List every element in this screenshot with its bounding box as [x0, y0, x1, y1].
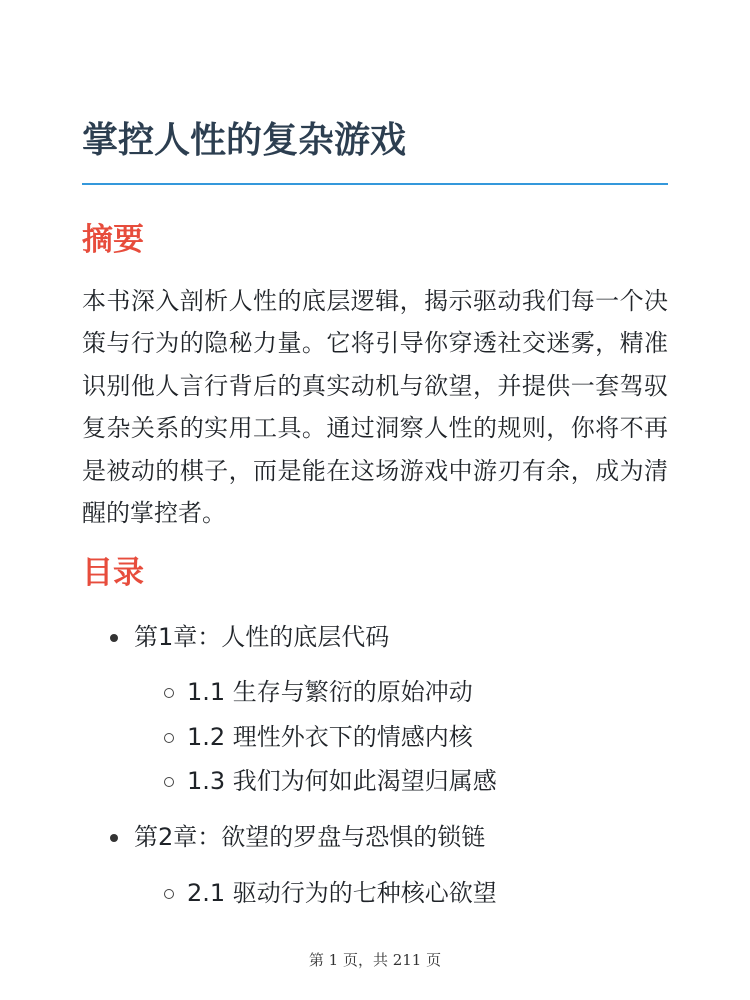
toc-item-label: 1.2 理性外衣下的情感内核	[187, 723, 473, 751]
table-of-contents	[82, 0, 668, 1000]
toc-chapter-item[interactable]	[134, 619, 389, 655]
bullet-circle-icon	[164, 777, 174, 787]
toc-item-label: 第2章：欲望的罗盘与恐惧的锁链	[134, 823, 486, 851]
toc-section-item[interactable]	[187, 875, 497, 911]
toc-item-label: 第1章：人性的底层代码	[134, 623, 390, 651]
bullet-circle-icon	[164, 688, 174, 698]
toc-section-item[interactable]	[187, 763, 497, 799]
toc-item-label: 1.1 生存与繁衍的原始冲动	[187, 678, 473, 706]
bullet-circle-icon	[164, 889, 174, 899]
toc-heading: 目录	[82, 555, 144, 591]
toc-item-label: 1.3 我们为何如此渴望归属感	[187, 767, 497, 795]
bullet-dot-icon	[110, 634, 118, 642]
toc-section-item[interactable]	[187, 719, 473, 755]
bullet-circle-icon	[164, 733, 174, 743]
abstract-heading: 摘要	[82, 222, 144, 258]
toc-section-item[interactable]	[187, 674, 473, 710]
bullet-dot-icon	[110, 834, 118, 842]
toc-item-label: 2.1 驱动行为的七种核心欲望	[187, 879, 497, 907]
document-page	[82, 0, 668, 1000]
toc-chapter-item[interactable]	[134, 819, 485, 855]
page-footer: 第 1 页，共 211 页	[308, 951, 442, 969]
document-title: 掌控人性的复杂游戏	[82, 120, 407, 161]
abstract-text: 本书深入剖析人性的底层逻辑，揭示驱动我们每一个决策与行为的隐秘力量。它将引导你穿透社交迷雾，精准识别他人言行背后的真实动机与欲望，并提供一套驾驭复杂关系的实用工具。通过洞察人性的规则，你将不再是被动的棋子，而是能在这场游戏中游刃有余，成为清醒的掌控者。	[82, 287, 668, 528]
